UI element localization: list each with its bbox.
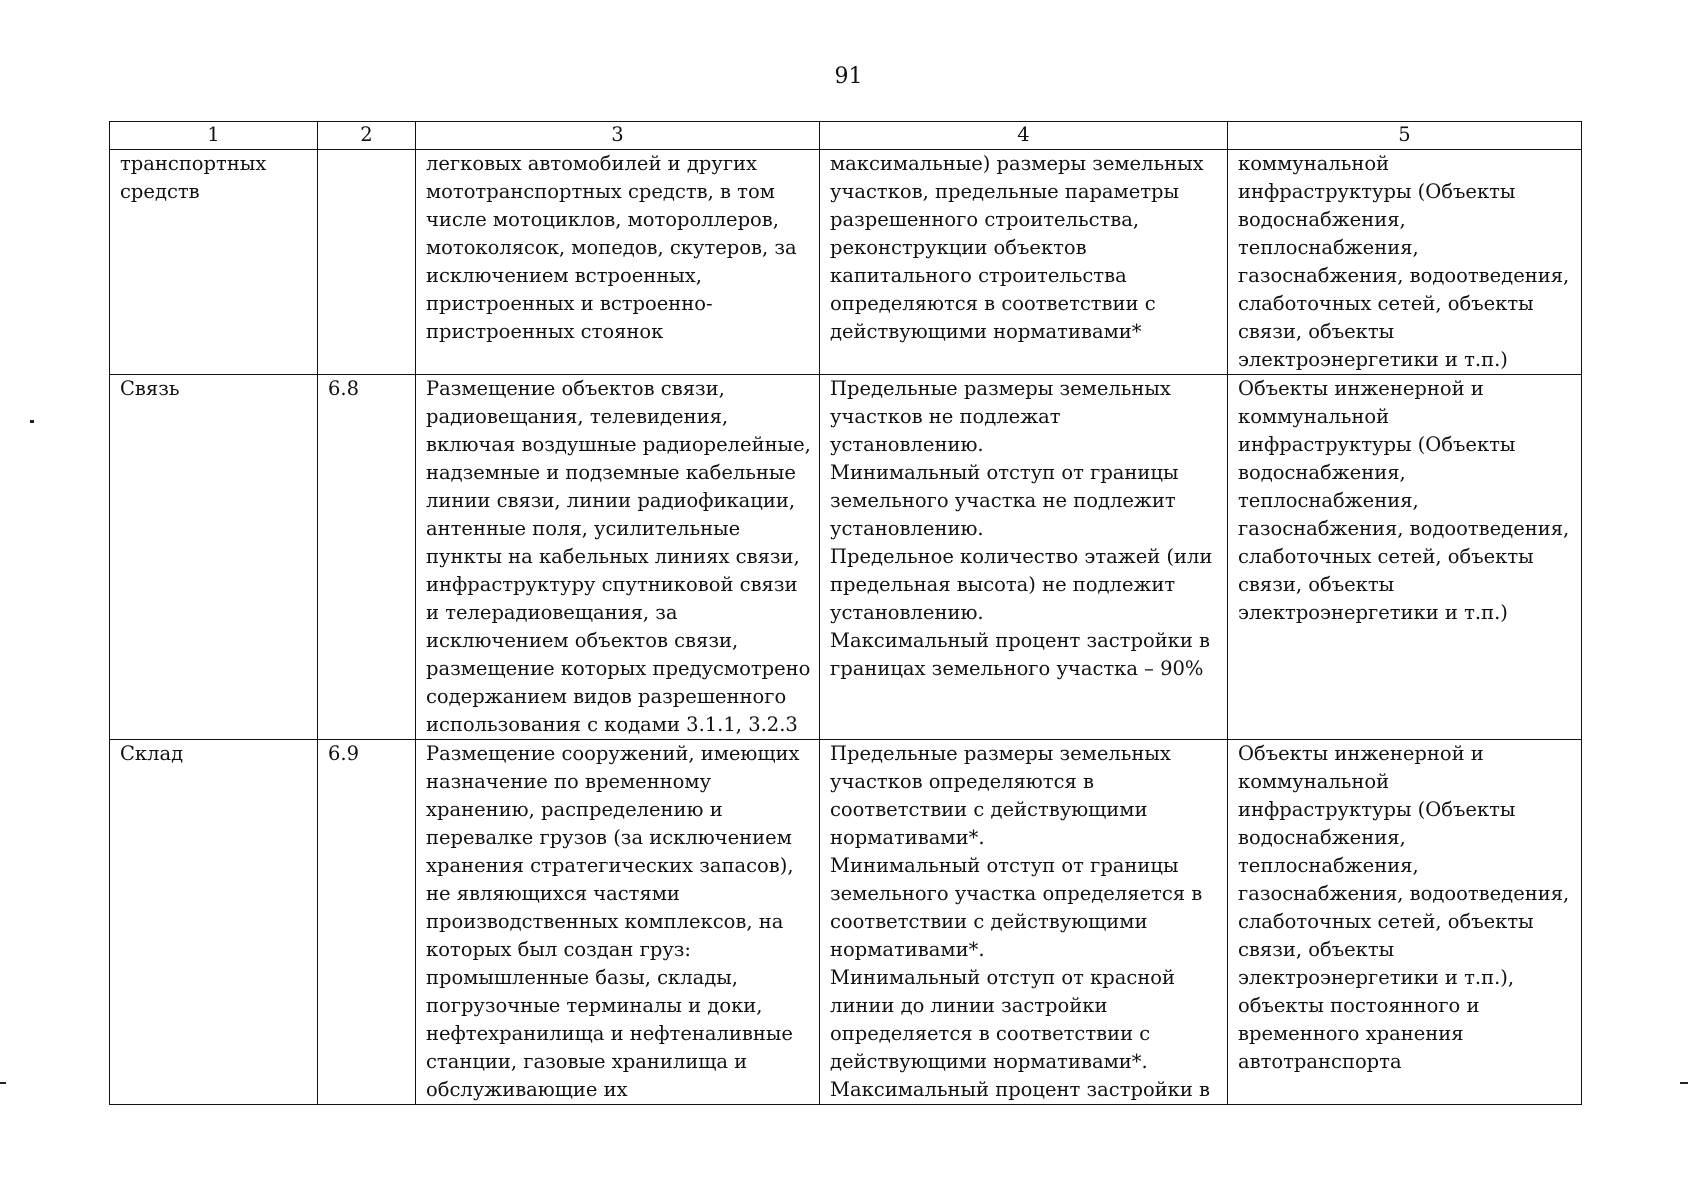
column-header-2: 2	[318, 122, 416, 150]
parameters-cell: Предельные размеры земельных участков определяются в соответствии с действующими нормативами*. Минимальный отступ от границы земельного участка определяется в соответствии с действующими нормативами*. Минимальный отступ от красной линии до линии застройки определяется в соответствии с действующими нормативами*. Максимальный процент застройки в	[820, 740, 1228, 1105]
table-body	[110, 150, 1582, 1105]
column-header-5: 5	[1228, 122, 1582, 150]
auxiliary-objects-cell: Объекты инженерной и коммунальной инфраструктуры (Объекты водоснабжения, теплоснабжения, газоснабжения, водоотведения, слаботочных сетей, объекты связи, объекты электроэнергетики и т.п.)	[1228, 375, 1582, 740]
scan-margin-mark	[1680, 1082, 1688, 1084]
page-number: 91	[834, 64, 863, 89]
use-name-cell: Склад	[110, 740, 318, 1105]
scan-margin-mark	[30, 420, 34, 423]
use-description-cell: Размещение сооружений, имеющих назначение по временному хранению, распределению и перевалке грузов (за исключением хранения стратегических запасов), не являющихся частями производственных комплексов, на которых был создан груз: промышленные базы, склады, погрузочные терминалы и доки, нефтехранилища и нефтеналивные станции, газовые хранилища и обслуживающие их	[416, 740, 820, 1105]
use-code-cell: 6.9	[318, 740, 416, 1105]
use-name-cell: Связь	[110, 375, 318, 740]
use-description-cell: легковых автомобилей и других мототранспортных средств, в том числе мотоциклов, мотороллеров, мотоколясок, мопедов, скутеров, за исключением встроенных, пристроенных и встроенно- пристроенных стоянок	[416, 150, 820, 375]
use-code-cell: 6.8	[318, 375, 416, 740]
table-header	[110, 122, 1582, 150]
table-row	[110, 740, 1582, 1105]
use-description-cell: Размещение объектов связи, радиовещания, телевидения, включая воздушные радиорелейные, надземные и подземные кабельные линии связи, линии радиофикации, антенные поля, усилительные пункты на кабельных линиях связи, инфраструктуру спутниковой связи и телерадиовещания, за исключением объектов связи, размещение которых предусмотрено содержанием видов разрешенного использования с кодами 3.1.1, 3.2.3	[416, 375, 820, 740]
auxiliary-objects-cell: коммунальной инфраструктуры (Объекты водоснабжения, теплоснабжения, газоснабжения, водоотведения, слаботочных сетей, объекты связи, объекты электроэнергетики и т.п.)	[1228, 150, 1582, 375]
parameters-cell: Предельные размеры земельных участков не подлежат установлению. Минимальный отступ от границы земельного участка не подлежит установлению. Предельное количество этажей (или предельная высота) не подлежит установлению. Максимальный процент застройки в границах земельного участка – 90%	[820, 375, 1228, 740]
use-code-cell	[318, 150, 416, 375]
auxiliary-objects-cell: Объекты инженерной и коммунальной инфраструктуры (Объекты водоснабжения, теплоснабжения, газоснабжения, водоотведения, слаботочных сетей, объекты связи, объекты электроэнергетики и т.п.), объекты постоянного и временного хранения автотранспорта	[1228, 740, 1582, 1105]
use-name-cell: транспортных средств	[110, 150, 318, 375]
table-row	[110, 375, 1582, 740]
header-row	[110, 122, 1582, 150]
scan-margin-mark	[0, 1082, 6, 1084]
column-header-3: 3	[416, 122, 820, 150]
column-header-4: 4	[820, 122, 1228, 150]
table-row	[110, 150, 1582, 375]
parameters-cell: максимальные) размеры земельных участков, предельные параметры разрешенного строительства, реконструкции объектов капитального строительства определяются в соответствии с действующими нормативами*	[820, 150, 1228, 375]
column-header-1: 1	[110, 122, 318, 150]
land-use-table	[109, 121, 1582, 1105]
